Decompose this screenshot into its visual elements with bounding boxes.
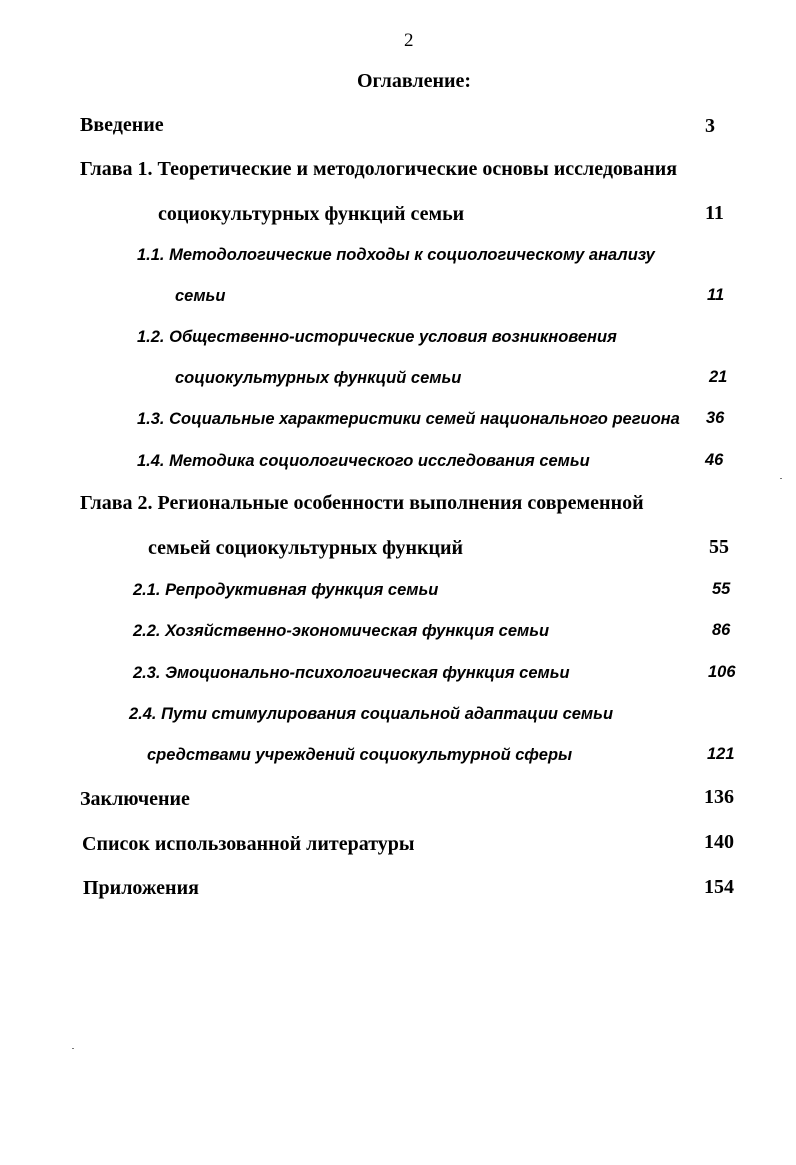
toc-title: Оглавление:	[356, 70, 472, 92]
toc-entry-s1-2-page: 21	[709, 368, 728, 386]
toc-entry-s2-1-title: 2.1. Репродуктивная функция семьи	[133, 581, 439, 599]
toc-entry-s1-4-title: 1.4. Методика социологического исследования семьи	[137, 452, 590, 470]
toc-entry-s1-1-line2: семьи	[175, 287, 226, 305]
toc-entry-s2-4-line1: 2.4. Пути стимулирования социальной адаптации семьи	[129, 705, 614, 723]
toc-entry-appendices-title: Приложения	[83, 877, 199, 899]
toc-entry-s2-2-title: 2.2. Хозяйственно-экономическая функция семьи	[133, 622, 550, 640]
toc-entry-s2-4-line2: средствами учреждений социокультурной сферы	[147, 746, 573, 764]
toc-entry-ch2-page: 55	[709, 536, 729, 558]
toc-entry-s2-3-title: 2.3. Эмоционально-психологическая функция семьи	[133, 664, 570, 682]
toc-entry-s2-2-page: 86	[712, 621, 731, 639]
toc-entry-s2-4-page: 121	[707, 745, 735, 763]
toc-entry-appendices-page: 154	[704, 876, 734, 898]
toc-entry-intro-title: Введение	[80, 114, 164, 136]
page-number: 2	[404, 30, 414, 51]
toc-entry-s2-3-page: 106	[708, 663, 736, 681]
toc-entry-ch1-line1: Глава 1. Теоретические и методологические основы исследования	[80, 158, 678, 180]
toc-entry-conclusion-title: Заключение	[80, 788, 190, 810]
toc-entry-s1-1-line1: 1.1. Методологические подходы к социологическому анализу	[137, 246, 655, 264]
toc-entry-ch2-line1: Глава 2. Региональные особенности выполнения современной	[80, 492, 644, 514]
toc-entry-intro-page: 3	[705, 115, 715, 137]
scan-speck	[780, 478, 782, 479]
toc-entry-bibliography-title: Список использованной литературы	[82, 833, 415, 855]
toc-entry-ch2-line2: семьей социокультурных функций	[148, 537, 464, 559]
toc-entry-s1-1-page: 11	[707, 286, 725, 304]
scan-speck	[72, 1048, 74, 1049]
toc-entry-conclusion-page: 136	[704, 786, 734, 808]
toc-entry-ch1-page: 11	[705, 202, 724, 224]
toc-entry-s1-2-line2: социокультурных функций семьи	[175, 369, 462, 387]
toc-entry-s1-4-page: 46	[705, 451, 724, 469]
toc-entry-s1-3-page: 36	[706, 409, 725, 427]
toc-entry-s1-2-line1: 1.2. Общественно-исторические условия возникновения	[137, 328, 617, 346]
toc-entry-ch1-line2: социокультурных функций семьи	[158, 203, 465, 225]
toc-entry-s1-3-title: 1.3. Социальные характеристики семей национального региона	[137, 410, 680, 428]
toc-entry-s2-1-page: 55	[712, 580, 731, 598]
toc-entry-bibliography-page: 140	[704, 831, 734, 853]
